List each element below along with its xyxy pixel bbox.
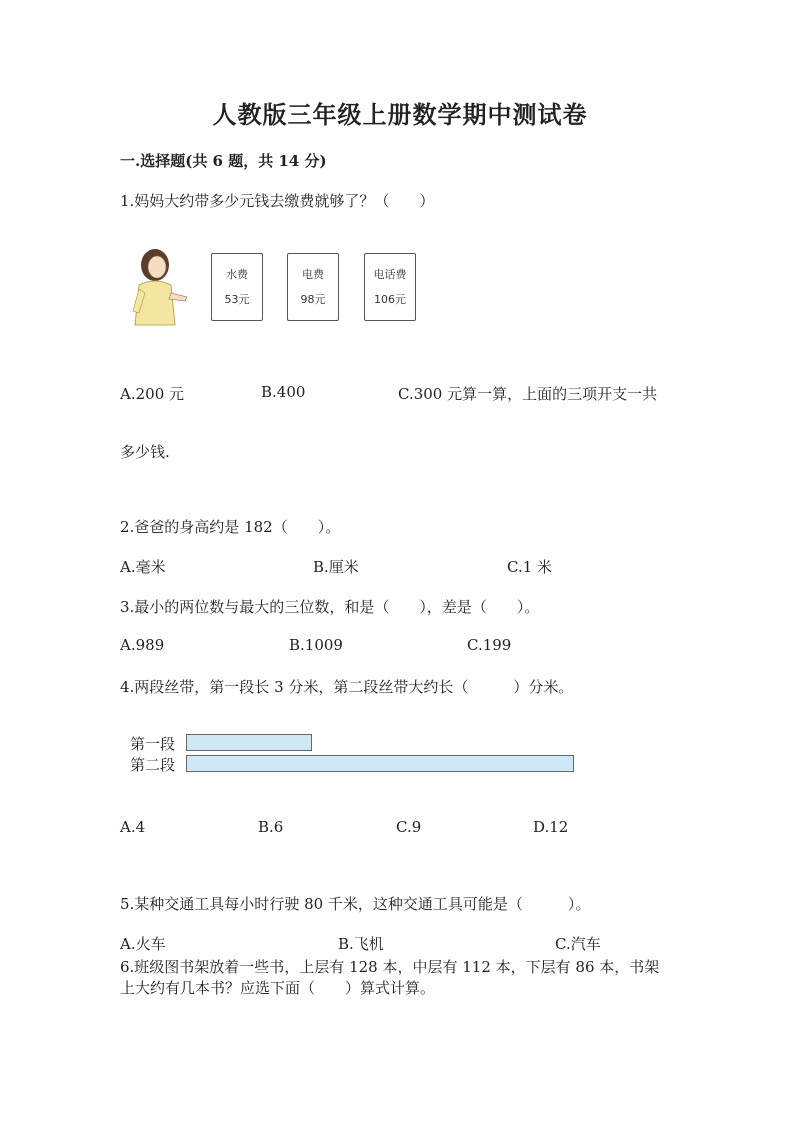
q4-option-b: B.6 (258, 818, 284, 836)
q3-option-c: C.199 (467, 636, 512, 654)
bill-electricity (287, 253, 339, 321)
question-5: 5.某种交通工具每小时行驶 80 千米，这种交通工具可能是（ ）。 (120, 895, 591, 913)
bill-name: 水费 (226, 268, 248, 281)
question-6-line-1: 6.班级图书架放着一些书，上层有 128 本，中层有 112 本，下层有 86 本，书架 (120, 958, 660, 976)
ribbon-label-second: 第二段 (130, 756, 176, 774)
question-6-line-2: 上大约有几本书？应选下面（ ）算式计算。 (120, 979, 436, 997)
q5-option-b: B.飞机 (338, 935, 384, 953)
q1-option-a: A.200 元 (120, 385, 184, 403)
question-2: 2.爸爸的身高约是 182（ ）。 (120, 518, 341, 536)
bill-water (211, 253, 263, 321)
mother-figure-illustration (125, 245, 190, 330)
page-title: 人教版三年级上册数学期中测试卷 (212, 100, 588, 129)
q4-option-d: D.12 (533, 818, 569, 836)
q4-option-a: A.4 (120, 818, 146, 836)
q3-option-a: A.989 (120, 636, 165, 654)
bill-amount: 98元 (300, 293, 326, 306)
ribbon-bar-first (186, 734, 312, 751)
ribbon-label-first: 第一段 (130, 735, 176, 753)
bill-name: 电费 (302, 268, 324, 281)
bill-amount: 106元 (374, 293, 406, 306)
bill-amount: 53元 (224, 293, 250, 306)
q1-continuation: 多少钱. (120, 443, 170, 461)
q1-option-b: B.400 (261, 383, 306, 401)
q4-option-c: C.9 (396, 818, 422, 836)
q5-option-c: C.汽车 (555, 935, 601, 953)
ribbon-bar-second (186, 755, 574, 772)
q5-option-a: A.火车 (120, 935, 166, 953)
section-heading: 一.选择题(共 6 题，共 14 分) (120, 152, 327, 170)
q2-option-b: B.厘米 (313, 558, 359, 576)
q1-option-c: C.300 元算一算，上面的三项开支一共 (398, 385, 658, 403)
bill-name: 电话费 (373, 268, 407, 281)
q3-option-b: B.1009 (289, 636, 343, 654)
q2-option-a: A.毫米 (120, 558, 166, 576)
q2-option-c: C.1 米 (507, 558, 553, 576)
bill-phone (364, 253, 416, 321)
question-3: 3.最小的两位数与最大的三位数，和是（ ），差是（ ）。 (120, 598, 540, 616)
question-1: 1.妈妈大约带多少元钱去缴费就够了？（ ） (120, 192, 435, 210)
question-4: 4.两段丝带，第一段长 3 分米，第二段丝带大约长（ ）分米。 (120, 678, 574, 696)
